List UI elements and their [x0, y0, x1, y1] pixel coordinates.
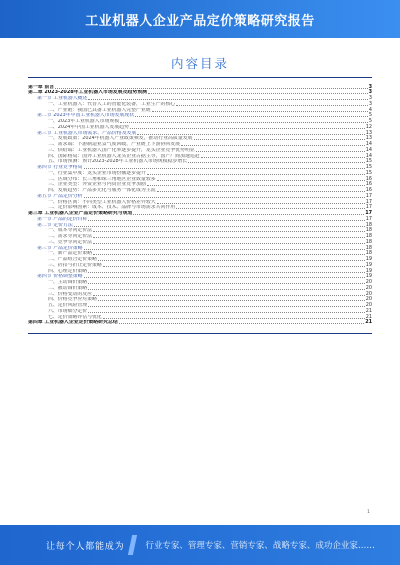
- toc-entry-page: 19: [365, 261, 372, 268]
- footer-banner: [0, 525, 400, 565]
- toc-bottom-rule: [28, 333, 372, 334]
- toc-entry-label: 三、企业类型：外资企业与内资企业竞争加剧: [48, 182, 146, 188]
- toc-entry-label: 二、需求端：下游制造业景气度回暖，产业链上下游协同发展: [48, 142, 181, 148]
- toc-entry-label: 一、工业机器人：代替人工的智能化装备，工业生产的核心: [48, 101, 176, 107]
- toc-dot-leader: [119, 323, 364, 324]
- toc-dot-leader: [88, 220, 364, 221]
- toc-entry-page: 13: [365, 129, 372, 136]
- toc-dot-leader: [148, 93, 368, 94]
- toc-entry-label: 二、需求导向定价法: [48, 234, 93, 240]
- toc-entry-label: 第三章 工业机器人企业产品定价策略研究与规划: [28, 211, 133, 217]
- toc-dot-leader: [157, 191, 365, 192]
- toc-entry-label: 二、区域分布：长三角和珠三角地区企业数量较多: [48, 176, 156, 182]
- toc-entry-page: 18: [365, 227, 372, 234]
- toc-dot-leader: [176, 105, 368, 106]
- toc-dot-leader: [147, 185, 365, 186]
- toc-entry-page: 18: [365, 238, 372, 245]
- toc-entry-page: 17: [365, 204, 372, 211]
- toc-entry-page: 17: [365, 198, 372, 205]
- toc-entry-page: 18: [365, 221, 372, 228]
- toc-dot-leader: [103, 318, 365, 319]
- toc-entry-page: 16: [365, 181, 372, 188]
- table-of-contents: [28, 84, 372, 326]
- toc-entry-page: 14: [365, 141, 372, 148]
- toc-entry-label: 一、行业集中度：龙头企业市场份额逐步提升: [48, 170, 146, 176]
- toc-entry-label: 第一章 前言: [28, 84, 55, 90]
- toc-dot-leader: [98, 300, 365, 301]
- toc-dot-leader: [88, 283, 365, 284]
- toc-entry-label: 一、新产品定价策略: [48, 251, 93, 257]
- footer-slogan-right: 行业专家、管理专家、营销专家、战略专家、成功企业家……: [145, 541, 375, 551]
- toc-entry-label: 第三节 工业机器人市场需求、产品价格及发展: [37, 130, 137, 136]
- toc-dot-leader: [194, 139, 365, 140]
- toc-entry-page: 3: [368, 95, 372, 102]
- toc-dot-leader: [93, 243, 365, 244]
- toc-entry-page: 18: [365, 233, 372, 240]
- toc-entry-page: 20: [365, 284, 372, 291]
- toc-dot-leader: [84, 197, 365, 198]
- toc-entry-label: 一、发展政策：2024年机器人产业政策频发，推动行业高质量发展: [48, 136, 193, 142]
- toc-entry-label: 二、产业链：我国已具备工业机器人完整产业链: [48, 107, 151, 113]
- toc-entry-label: 二、2024年中国工业机器人发展趋势: [48, 124, 129, 130]
- toc-entry-page: 3: [368, 83, 372, 90]
- toc-entry-page: 15: [365, 158, 372, 165]
- toc-entry-label: 第一节 工业机器人概述: [37, 96, 88, 102]
- toc-dot-leader: [88, 272, 365, 273]
- page-number: 1: [367, 510, 370, 515]
- toc-dot-leader: [133, 214, 364, 215]
- toc-entry-label: 四、价格竞争应对策略: [48, 297, 97, 303]
- toc-entry-page: 19: [365, 256, 372, 263]
- toc-dot-leader: [93, 237, 365, 238]
- toc-entry-label: 四、心理定价策略: [48, 268, 88, 274]
- toc-entry-label: 六、市场细分定价: [48, 308, 88, 314]
- toc-dot-leader: [98, 260, 365, 261]
- toc-entry-page: 19: [365, 273, 372, 280]
- toc-entry-page: 5: [368, 118, 372, 125]
- toc-entry-page: 16: [365, 187, 372, 194]
- toc-top-rule: [28, 77, 372, 78]
- toc-entry-page: 18: [365, 250, 372, 257]
- toc-entry-page: 21: [365, 307, 372, 314]
- toc-entry-label: 第四节 价格调整策略: [37, 274, 83, 280]
- toc-entry-label: 第二节 2023年中国工业机器人市场发展现状: [37, 113, 135, 119]
- toc-entry[interactable]: [28, 320, 372, 326]
- toc-dot-leader: [147, 174, 365, 175]
- toc-dot-leader: [135, 116, 368, 117]
- toc-entry-label: 三、供给端：工业机器人国产化率逐步提升，龙头企业竞争优势明显: [48, 147, 195, 153]
- toc-entry-label: 第二节 定价方法: [37, 222, 73, 228]
- toc-entry-label: 三、价格变动的反应: [48, 291, 93, 297]
- toc-entry-page: 5: [368, 112, 372, 119]
- footer-slogan-left: 让每个人都能成为: [46, 541, 125, 552]
- toc-dot-leader: [201, 157, 365, 158]
- toc-dot-leader: [88, 289, 365, 290]
- report-title: 工业机器人企业产品定价策略研究报告: [85, 13, 315, 29]
- toc-dot-leader: [130, 128, 365, 129]
- toc-entry-label: 一、价格区间：不同类型工业机器人价格差异较大: [48, 199, 156, 205]
- toc-dot-leader: [120, 122, 368, 123]
- toc-dot-leader: [196, 151, 365, 152]
- toc-entry-page: 15: [365, 164, 372, 171]
- toc-entry-label: 第三节 产品定价策略: [37, 245, 83, 251]
- toc-dot-leader: [93, 295, 365, 296]
- toc-entry-page: 4: [368, 106, 372, 113]
- toc-entry-label: 三、折扣与折让定价策略: [48, 262, 102, 268]
- toc-entry-label: 五、市场预测：预计2023-2028年工业机器人市场规模稳步增长: [48, 159, 188, 165]
- toc-dot-leader: [88, 306, 365, 307]
- toc-entry-page: 14: [365, 152, 372, 159]
- footer-divider-bar: [128, 535, 137, 555]
- toc-entry-label: 二、被动调价策略: [48, 285, 88, 291]
- toc-dot-leader: [88, 312, 365, 313]
- toc-entry-label: 第一节 产品的定价目标: [37, 216, 88, 222]
- toc-dot-leader: [176, 208, 365, 209]
- toc-dot-leader: [181, 145, 365, 146]
- toc-entry-label: 第二章 2023-2028年工业机器人市场发展及趋势预测: [28, 90, 147, 96]
- toc-entry-page: 12: [365, 123, 372, 130]
- toc-dot-leader: [84, 277, 365, 278]
- toc-dot-leader: [93, 254, 365, 255]
- toc-dot-leader: [84, 168, 365, 169]
- toc-entry-label: 四、国际格局：国外工业机器人龙头企业占据主导，国产厂商加速追赶: [48, 153, 200, 159]
- toc-entry-page: 13: [365, 135, 372, 142]
- toc-dot-leader: [88, 99, 367, 100]
- toc-entry-label: 四、发展趋势：产品多元化与服务一体化成为主流: [48, 188, 156, 194]
- toc-entry-page: 18: [365, 244, 372, 251]
- toc-entry-page: 17: [365, 210, 372, 217]
- toc-entry-page: 16: [365, 175, 372, 182]
- toc-entry-page: 21: [365, 319, 372, 326]
- toc-dot-leader: [152, 111, 368, 112]
- toc-entry-page: 19: [365, 267, 372, 274]
- toc-dot-leader: [137, 134, 364, 135]
- toc-entry-page: 20: [365, 290, 372, 297]
- toc-entry-page: 3: [368, 89, 372, 96]
- toc-dot-leader: [188, 162, 365, 163]
- toc-entry-label: 五、定价风险管理: [48, 303, 88, 309]
- toc-entry-page: 14: [365, 146, 372, 153]
- toc-entry-label: 第四章 工业机器人企业定价策略研究总结: [28, 320, 118, 326]
- toc-entry-label: 七、定价策略评估与优化: [48, 314, 102, 320]
- toc-entry-page: 21: [365, 313, 372, 320]
- toc-entry-page: 20: [365, 302, 372, 309]
- toc-entry-label: 一、成本导向定价法: [48, 228, 93, 234]
- toc-entry-page: 15: [365, 169, 372, 176]
- toc-entry-label: 第四节 行业竞争格局: [37, 165, 83, 171]
- toc-entry-label: 第五节 产品定价分析: [37, 193, 83, 199]
- toc-entry-label: 一、2023年工业机器人市场规模: [48, 119, 120, 125]
- toc-entry-label: 一、主动调价策略: [48, 280, 88, 286]
- toc-entry-label: 二、产品组合定价策略: [48, 257, 97, 263]
- toc-dot-leader: [84, 249, 365, 250]
- toc-entry-page: 20: [365, 279, 372, 286]
- toc-dot-leader: [55, 88, 367, 89]
- toc-entry-page: 3: [368, 100, 372, 107]
- toc-entry-page: 17: [365, 215, 372, 222]
- report-header-banner: [0, 0, 400, 38]
- toc-dot-leader: [74, 226, 365, 227]
- toc-dot-leader: [157, 203, 365, 204]
- toc-dot-leader: [157, 180, 365, 181]
- toc-dot-leader: [93, 231, 365, 232]
- toc-heading: 内容目录: [170, 56, 229, 71]
- toc-entry-page: 17: [365, 192, 372, 199]
- toc-dot-leader: [103, 266, 365, 267]
- toc-entry-label: 二、定价影响因素：成本、技术、品牌与市场需求共同作用: [48, 205, 176, 211]
- toc-entry-label: 三、竞争导向定价法: [48, 239, 93, 245]
- toc-entry-page: 20: [365, 296, 372, 303]
